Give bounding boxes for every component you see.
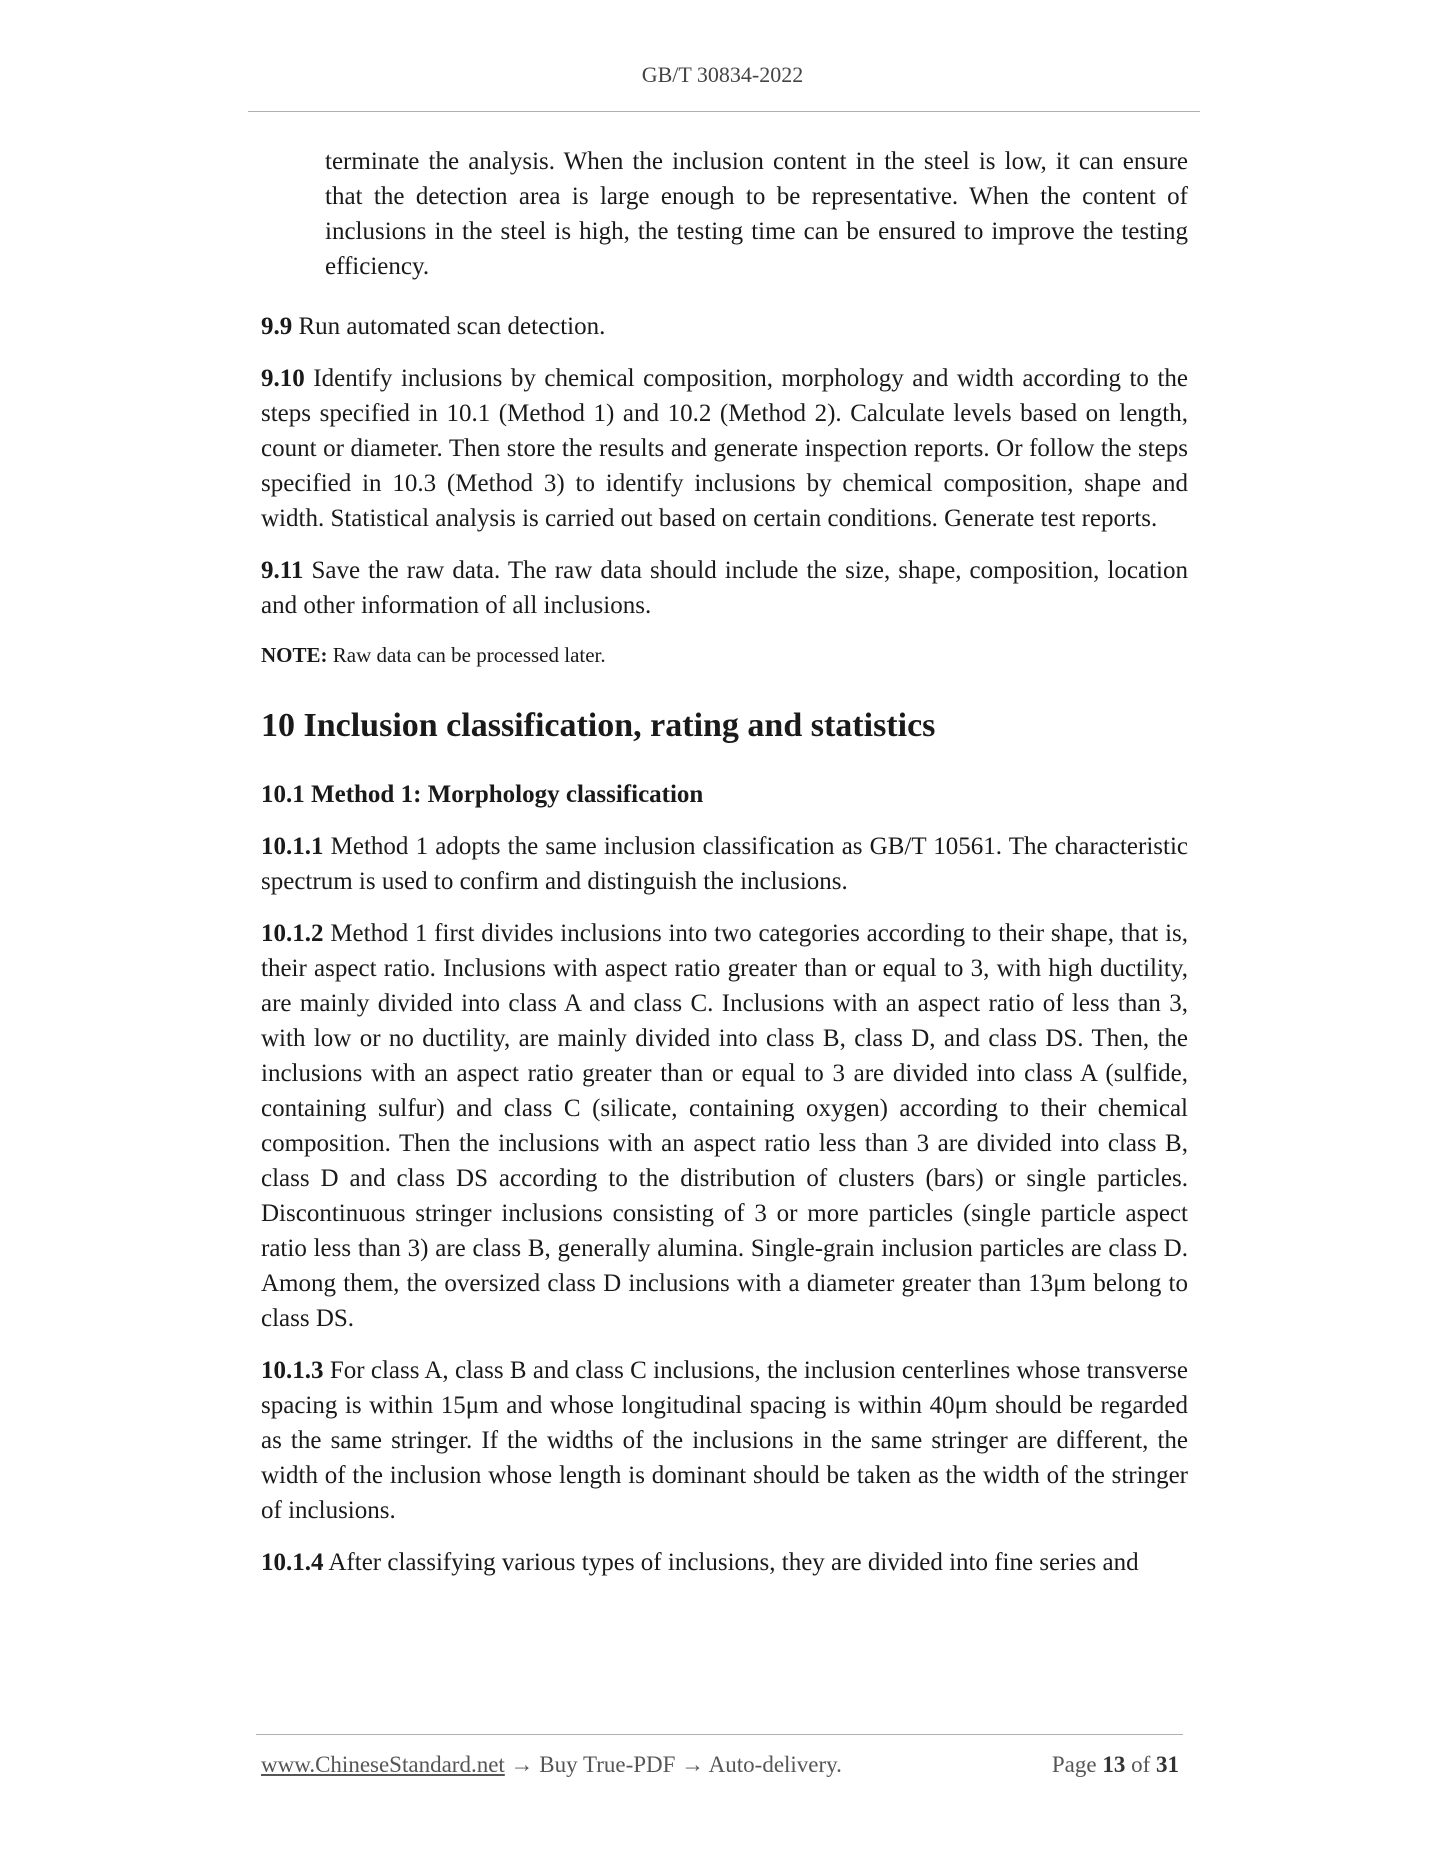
clause-text: After classifying various types of inclusions, they are divided into fine series and: [328, 1549, 1139, 1576]
clause-text: Save the raw data. The raw data should include the size, shape, composition, location and other information of all inclusions.: [261, 557, 1189, 619]
clause-9-11: [261, 553, 1188, 623]
clause-number: 10.1.2: [261, 920, 324, 947]
section-heading: 10 Inclusion classification, rating and statistics: [261, 707, 936, 744]
clause-number: 10.1.1: [261, 833, 324, 860]
of-label: of: [1131, 1752, 1151, 1777]
clause-9-10: [261, 361, 1188, 536]
clause-9-9: [261, 309, 1188, 344]
page-footer: [261, 1752, 1179, 1784]
page-total: 31: [1156, 1752, 1179, 1777]
clause-text: Identify inclusions by chemical composition, morphology and width according to the steps specified in 10.1 (Method 1) and 10.2 (Method 2). Calculate levels based on length, count or diameter. Then store the results and generate inspection reports. Or follow the steps specified in 10.3 (Method 3) to identify inclusions by chemical composition, shape and width. Statistical analysis is carried out based on certain conditions. Generate test reports.: [261, 365, 1188, 532]
page-number: [1052, 1752, 1179, 1778]
website-link[interactable]: www.ChineseStandard.net: [261, 1752, 505, 1777]
clause-10-1-3: [261, 1353, 1188, 1528]
clause-number: 9.10: [261, 365, 305, 392]
page-label: Page: [1051, 1752, 1097, 1777]
clause-10-1-4: [261, 1545, 1188, 1580]
clause-10-1-1: [261, 829, 1188, 899]
clause-number: 10.1.3: [261, 1357, 324, 1384]
note-label: NOTE:: [261, 643, 328, 667]
continued-paragraph: terminate the analysis. When the inclusion content in the steel is low, it can ensure that the detection area is large enough to be representative. When the content of inclusions in the steel is high, the testing time can be ensured to improve the testing efficiency.: [325, 148, 1188, 280]
clause-number: 10.1.4: [261, 1549, 324, 1576]
clause-10-1-2: [261, 916, 1188, 1336]
footer-promo: [261, 1752, 842, 1778]
document-code-header: GB/T 30834-2022: [641, 62, 804, 87]
footer-divider: [256, 1734, 1183, 1735]
subsection-heading: 10.1 Method 1: Morphology classification: [261, 781, 704, 808]
note-text: Raw data can be processed later.: [332, 643, 606, 667]
clause-number: 9.11: [261, 557, 304, 584]
clause-text: Run automated scan detection.: [298, 313, 606, 340]
clause-text: Method 1 adopts the same inclusion classification as GB/T 10561. The characteristic spectrum is used to confirm and distinguish the inclusions.: [261, 833, 1188, 895]
clause-number: 9.9: [261, 313, 293, 340]
clause-text: For class A, class B and class C inclusions, the inclusion centerlines whose transverse spacing is within 15μm and whose longitudinal spacing is within 40μm should be regarded as the same stringer. If the widths of the inclusions in the same stringer are different, the width of the inclusion whose length is dominant should be taken as the width of the stringer of inclusions.: [261, 1357, 1189, 1524]
page-content: [261, 144, 1188, 1580]
page-current: 13: [1102, 1752, 1126, 1777]
footer-tagline: → Buy True-PDF → Auto-delivery.: [504, 1752, 842, 1777]
header-divider: [248, 111, 1200, 112]
note: [261, 640, 1188, 670]
clause-text: Method 1 first divides inclusions into two categories according to their shape, that is, their aspect ratio. Inclusions with aspect ratio greater than or equal to 3, with high ductility, are mainly divided into class A and class C. Inclusions with an aspect ratio of less than 3, with low or no ductility, are mainly divided into class B, class D, and class DS. Then, the inclusions with an aspect ratio greater than or equal to 3 are divided into class A (sulfide, containing sulfur) and class C (silicate, containing oxygen) according to their chemical composition. Then the inclusions with an aspect ratio less than 3 are divided into class B, class D and class DS according to the distribution of clusters (bars) or single particles. Discontinuous stringer inclusions consisting of 3 or more particles (single particle aspect ratio less than 3) are class B, generally alumina. Single-grain inclusion particles are class D. Among them, the oversized class D inclusions with a diameter greater than 13μm belong to class DS.: [261, 920, 1189, 1332]
